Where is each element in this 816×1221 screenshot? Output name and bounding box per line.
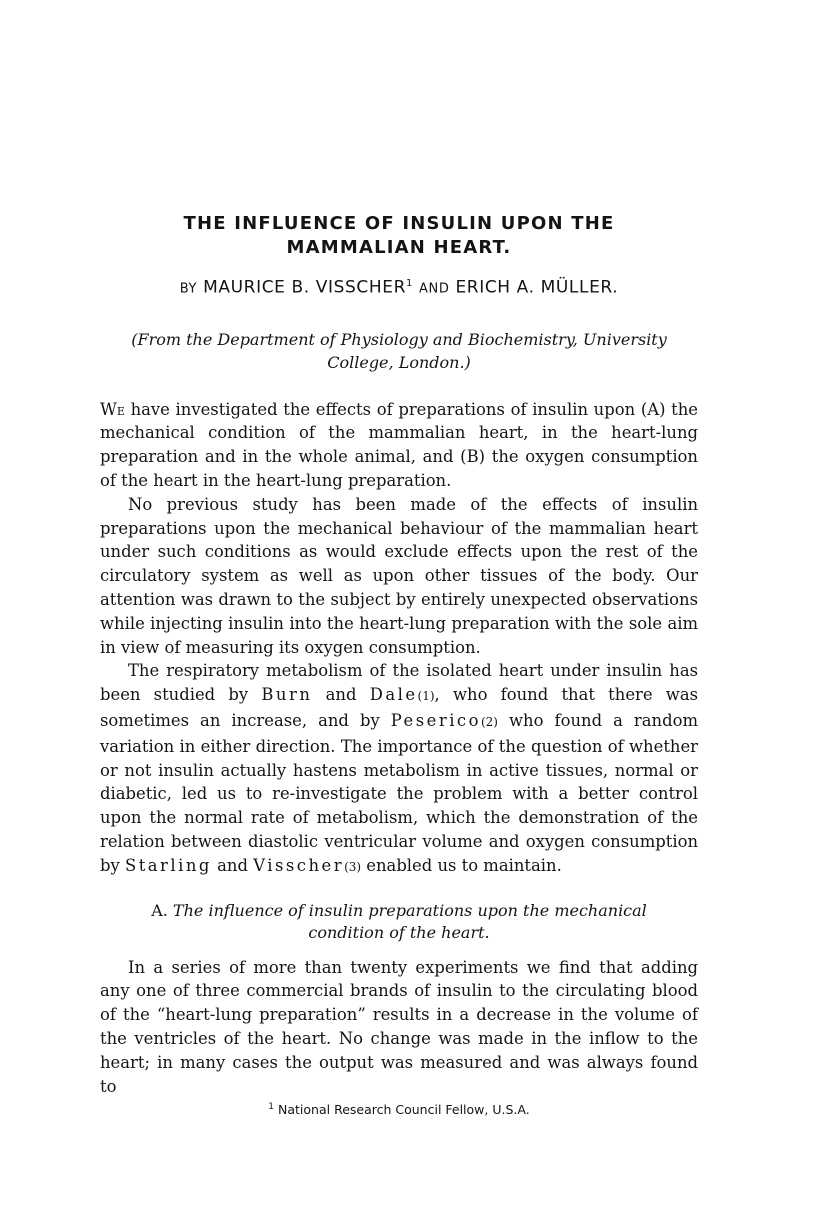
citation-1: (1) [417,689,435,704]
author-1: MAURICE B. VISSCHER [203,277,407,298]
lead-word: We [100,399,125,419]
affiliation [130,328,668,374]
affiliation-line-2: College, London.) [327,352,471,372]
author-2: ERICH A. MÜLLER. [455,277,619,298]
body-text [100,398,698,1099]
p3-and: and [312,685,370,705]
citation-3: (3) [344,859,362,874]
affiliation-line-1: (From the Department of Physiology and Biochemistry, University [131,329,667,349]
footnote-mark: 1 [406,278,413,289]
p3-and-2: and [211,855,254,875]
section-title-line-1: The influence of insulin preparations upon the mechanical [172,900,647,920]
footnote-text: National Research Council Fellow, U.S.A. [274,1102,530,1118]
section-label: A. [151,900,168,920]
paragraph-1 [100,398,698,493]
author-line [100,272,698,302]
section-title-line-2: condition of the heart. [308,922,490,942]
author-ref-peserico: Peserico [390,711,481,731]
section-heading-a [140,900,658,944]
article-title [100,212,698,260]
paragraph-4: In a series of more than twenty experiments we find that adding any one of three commercial brands of insulin to the circulating blood of the “heart-lung preparation” results in a decrease in the volume of the ventricles of the heart. No change was made in the inflow to the heart; in many cases the output was measured and was always found to [100,957,698,1096]
p3-part-a: The respiratory metabolism of the isolated heart under insulin has been studied by [100,661,698,705]
author-ref-starling: Starling [124,855,212,875]
p3-part-d: enabled us to maintain. [361,855,562,875]
article-page [100,212,698,1118]
author-ref-visscher: Visscher [253,855,345,875]
title-line-1: THE INFLUENCE OF INSULIN UPON THE [183,213,615,234]
and-label: AND [419,281,450,297]
citation-2: (2) [480,715,498,730]
paragraph-2: No previous study has been made of the effects of insulin preparations upon the mechanical behaviour of the mammalian heart under such conditions as would exclude effects upon the rest of the circulatory system as well as upon other tissues of the body. Our attention was drawn to the subject by entirely unexpected observations while injecting insulin into the heart-lung preparation with the sole aim in view of measuring its oxygen consumption. [100,494,698,657]
footnote [100,1102,698,1117]
author-ref-burn: Burn [261,685,313,705]
paragraph-1-text: have investigated the effects of preparations of insulin upon (A) the mechanical condition of the mammalian heart, in the heart-lung preparation and in the whole animal, and (B) the oxygen consumption of the heart in the heart-lung preparation. [100,399,698,491]
paragraph-3 [100,659,698,879]
by-label: BY [179,281,198,297]
author-ref-dale: Dale [369,685,418,705]
p3-part-c: who found a random variation in either direction. The importance of the question of whether or not insulin actually hastens metabolism in active tissues, normal or diabetic, led us to re-investigate the problem with a better control upon the normal rate of metabolism, which the demonstration of the relation between diastolic ventricular volume and oxygen consumption by [100,711,699,875]
title-line-2: MAMMALIAN HEART. [286,237,512,258]
p3-part-b: , who found that there was sometimes an increase, and by [100,685,699,731]
footnote-number: 1 [268,1102,275,1113]
